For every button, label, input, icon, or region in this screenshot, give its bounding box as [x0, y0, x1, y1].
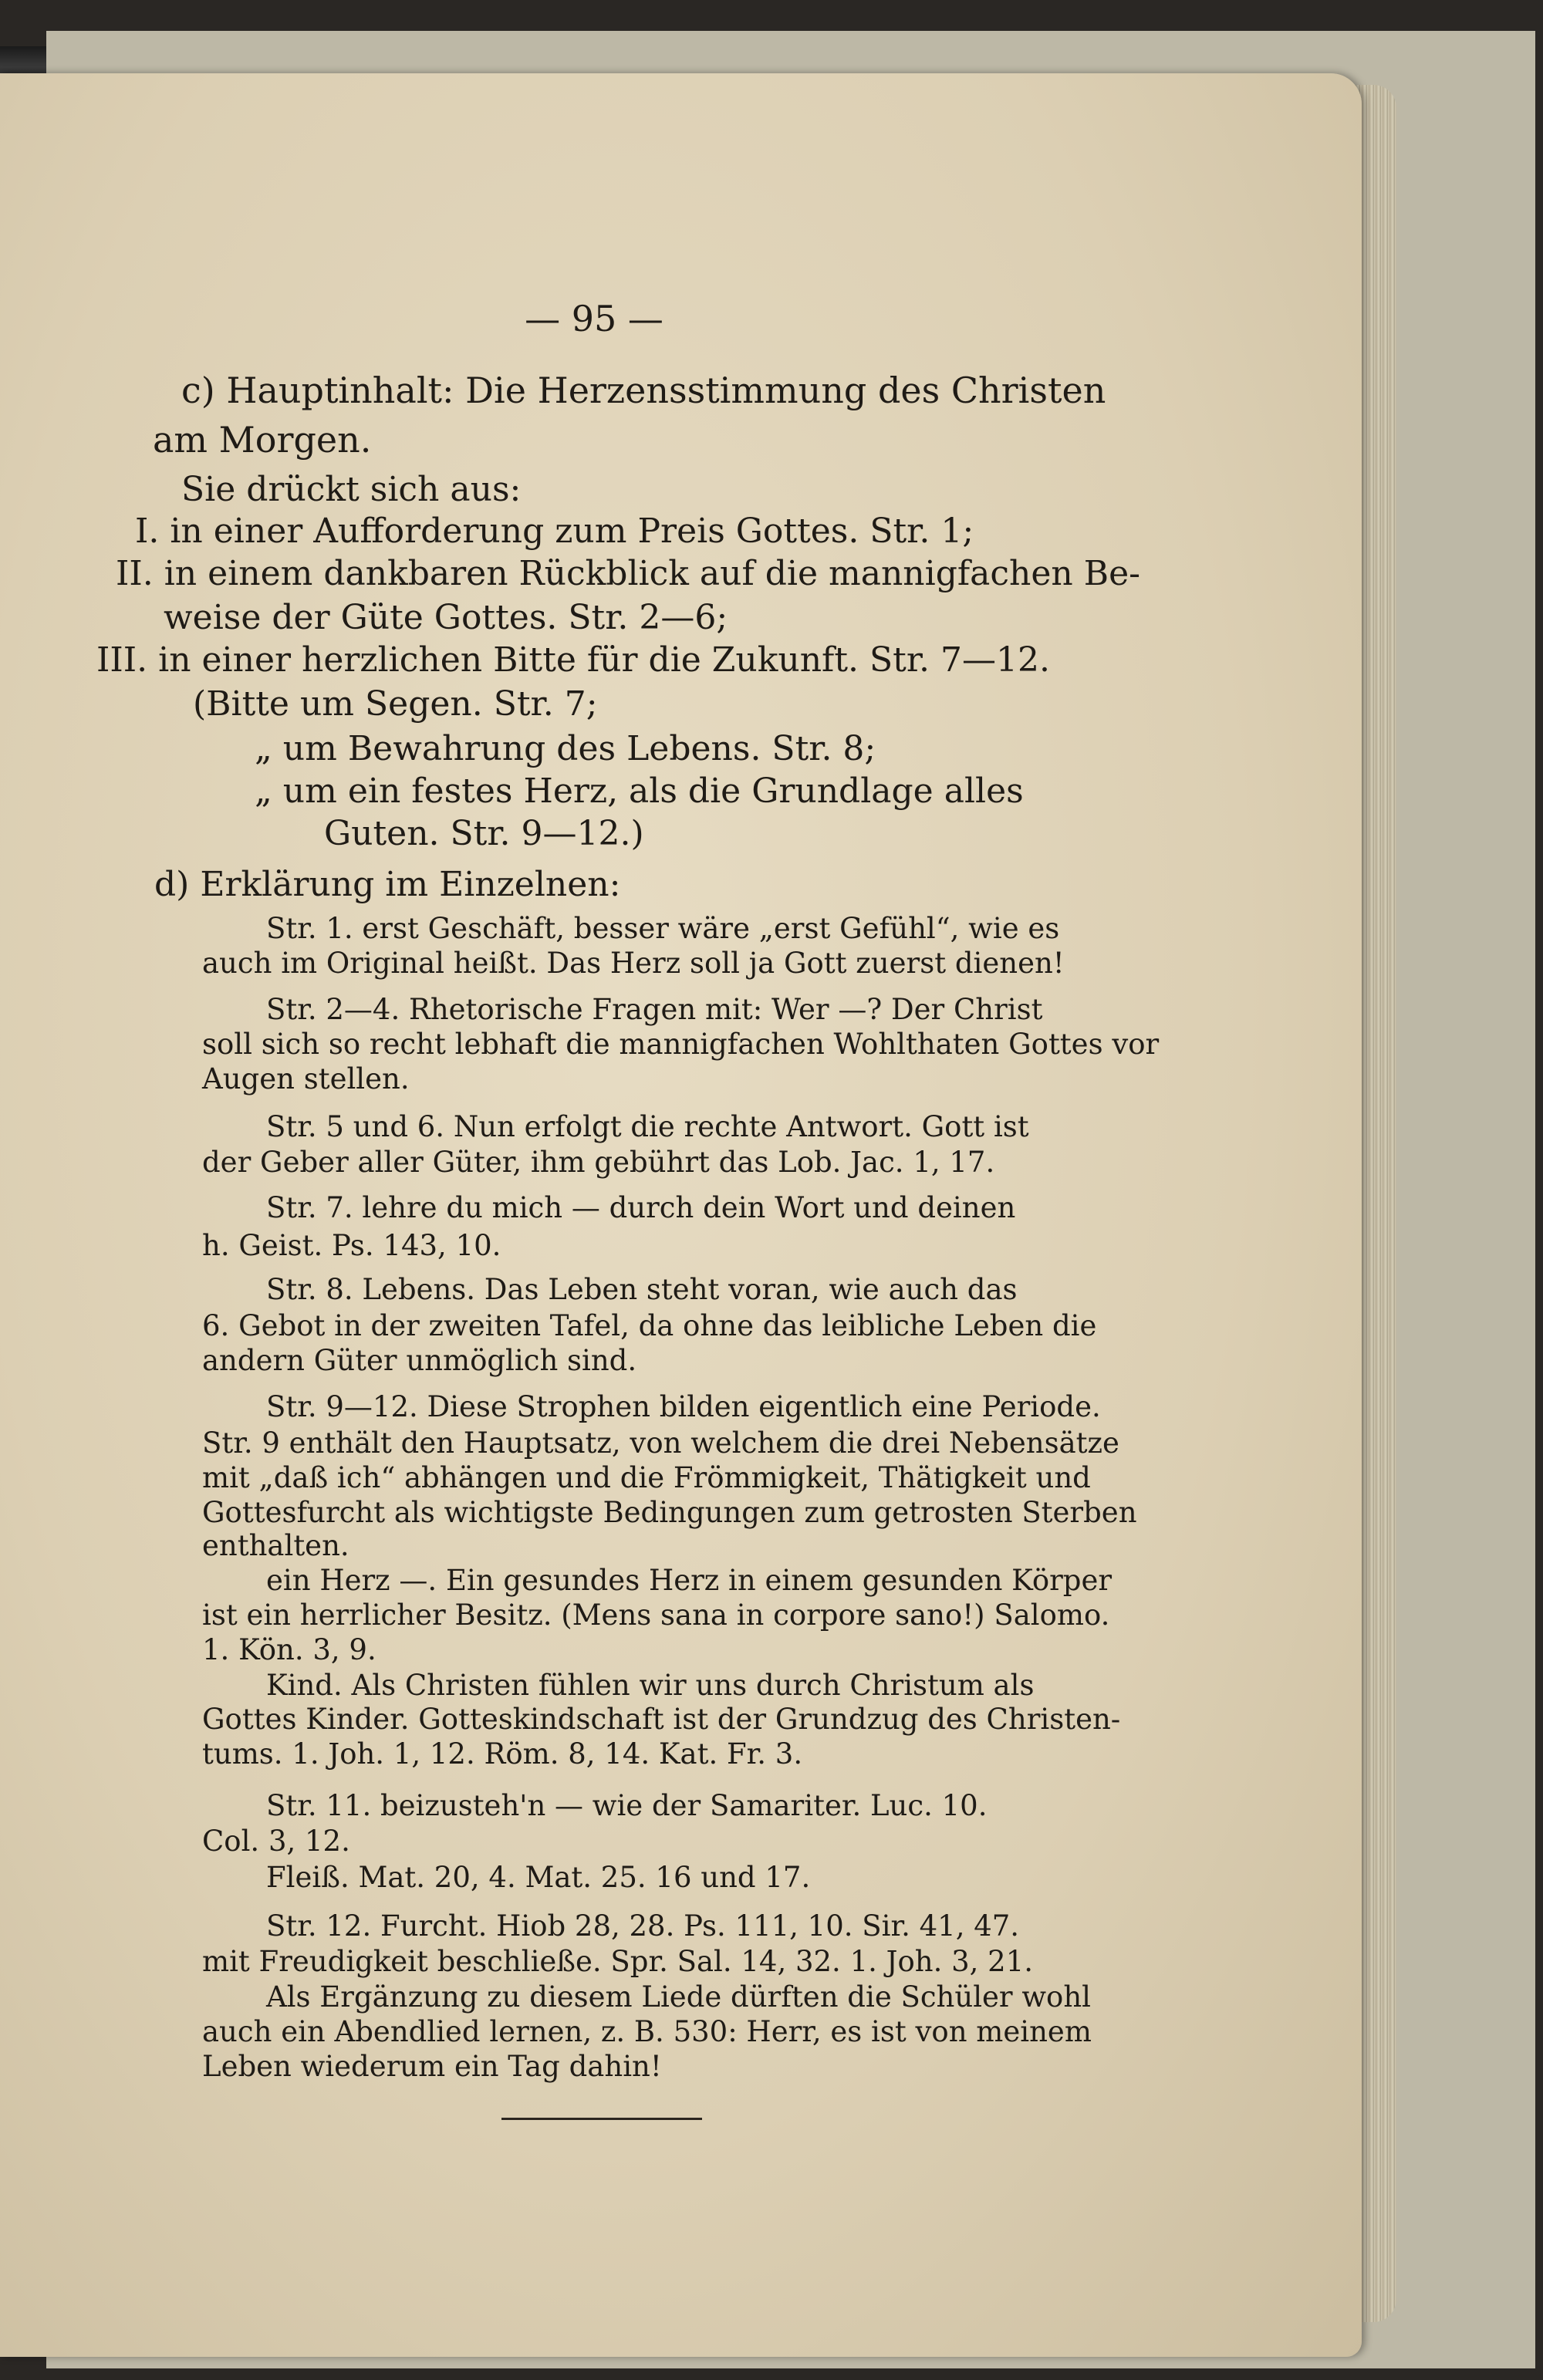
text-line: Str. 7. lehre du mich — durch dein Wort und deinen	[266, 1191, 1016, 1224]
text-line: der Geber aller Güter, ihm gebührt das Lob. Jac. 1, 17.	[202, 1146, 995, 1179]
text-line: 1. Kön. 3, 9.	[202, 1633, 376, 1666]
text-line: tums. 1. Joh. 1, 12. Röm. 8, 14. Kat. Fr. 3.	[202, 1737, 803, 1771]
text-line: ist ein herrlicher Besitz. (Mens sana in corpore sano!) Salomo.	[202, 1598, 1110, 1632]
text-line: Str. 12. Furcht. Hiob 28, 28. Ps. 111, 10. Sir. 41, 47.	[266, 1909, 1020, 1943]
page-number: — 95 —	[525, 298, 663, 339]
text-line: 6. Gebot in der zweiten Tafel, da ohne das leibliche Leben die	[202, 1309, 1097, 1342]
text-line: Gottesfurcht als wichtigste Bedingungen zum getrosten Sterben	[202, 1496, 1137, 1529]
text-line: Augen stellen.	[202, 1062, 410, 1095]
text-line: am Morgen.	[153, 419, 372, 461]
text-line: Str. 2—4. Rhetorische Fragen mit: Wer —? Der Christ	[266, 993, 1043, 1026]
text-line: h. Geist. Ps. 143, 10.	[202, 1229, 501, 1262]
text-line: Str. 9 enthält den Hauptsatz, von welchem die drei Nebensätze	[202, 1426, 1119, 1460]
text-line: Str. 8. Lebens. Das Leben steht voran, wie auch das	[266, 1273, 1018, 1306]
text-line: Fleiß. Mat. 20, 4. Mat. 25. 16 und 17.	[266, 1861, 811, 1894]
text-line: Str. 9—12. Diese Strophen bilden eigentlich eine Periode.	[266, 1390, 1101, 1423]
text-line: enthalten.	[202, 1529, 349, 1562]
text-line: Str. 5 und 6. Nun erfolgt die rechte Antwort. Gott ist	[266, 1110, 1029, 1143]
text-line: Kind. Als Christen fühlen wir uns durch Christum als	[266, 1669, 1035, 1702]
text-line: soll sich so recht lebhaft die mannigfachen Wohlthaten Gottes vor	[202, 1028, 1160, 1061]
text-line: I. in einer Aufforderung zum Preis Gottes. Str. 1;	[135, 511, 974, 551]
text-line: Guten. Str. 9—12.)	[324, 814, 644, 853]
text-line: „ um Bewahrung des Lebens. Str. 8;	[255, 729, 876, 768]
text-line: Col. 3, 12.	[202, 1825, 350, 1858]
text-line: Str. 11. beizusteh'n — wie der Samariter. Luc. 10.	[266, 1789, 988, 1822]
text-line: III. in einer herzlichen Bitte für die Zukunft. Str. 7—12.	[96, 640, 1050, 680]
text-line: „ um ein festes Herz, als die Grundlage alles	[255, 771, 1024, 811]
text-line: mit Freudigkeit beschließe. Spr. Sal. 14, 32. 1. Joh. 3, 21.	[202, 1945, 1034, 1978]
text-line: II. in einem dankbaren Rückblick auf die mannigfachen Be-	[116, 554, 1140, 593]
text-line: (Bitte um Segen. Str. 7;	[193, 684, 598, 724]
closing-rule	[501, 2118, 702, 2120]
text-line: auch im Original heißt. Das Herz soll ja Gott zuerst dienen!	[202, 947, 1065, 980]
text-line: ein Herz —. Ein gesundes Herz in einem gesunden Körper	[266, 1564, 1113, 1597]
text-line: c) Hauptinhalt: Die Herzensstimmung des Christen	[181, 370, 1106, 411]
text-line: Str. 1. erst Geschäft, besser wäre „erst Gefühl“, wie es	[266, 912, 1060, 945]
text-line: weise der Güte Gottes. Str. 2—6;	[164, 598, 728, 637]
text-line: d) Erklärung im Einzelnen:	[154, 865, 621, 904]
text-line: Sie drückt sich aus:	[181, 470, 522, 509]
text-line: Als Ergänzung zu diesem Liede dürften die Schüler wohl	[266, 1980, 1091, 2014]
text-line: Gottes Kinder. Gotteskindschaft ist der Grundzug des Christen-	[202, 1703, 1121, 1736]
text-line: auch ein Abendlied lernen, z. B. 530: Herr, es ist von meinem	[202, 2015, 1092, 2048]
book-page	[0, 73, 1362, 2357]
text-line: andern Güter unmöglich sind.	[202, 1344, 637, 1377]
text-line: mit „daß ich“ abhängen und die Frömmigkeit, Thätigkeit und	[202, 1461, 1091, 1494]
text-line: Leben wiederum ein Tag dahin!	[202, 2050, 662, 2083]
